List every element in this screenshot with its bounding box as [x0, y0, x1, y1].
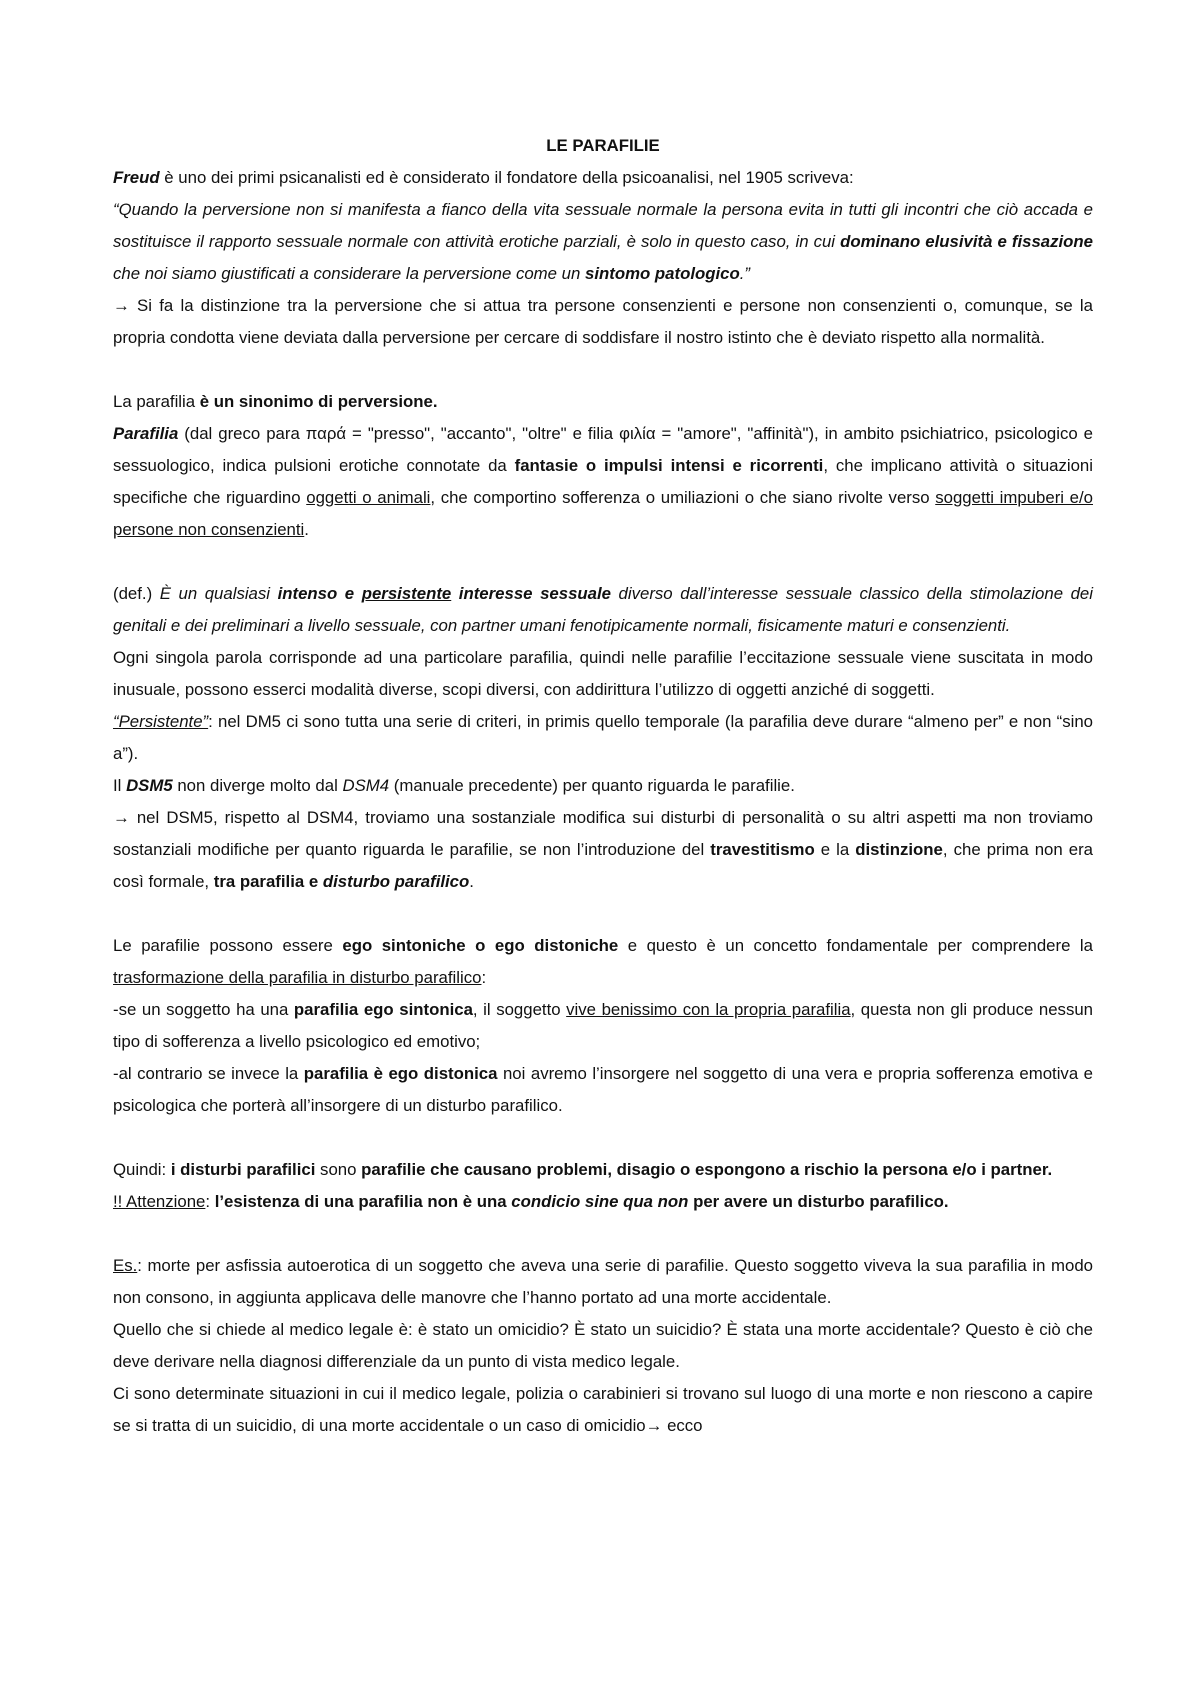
- paragraph-def: (def.) È un qualsiasi intenso e persistente interesse sessuale diverso dall’interesse sessuale classico della stimolazione dei genitali e dei preliminari a livello sessuale, con partner umani fenotipicamente normali, fisicamente maturi e consenzienti.: [113, 584, 1093, 635]
- paragraph-words: Ogni singola parola corrisponde ad una particolare parafilia, quindi nelle parafilie l’eccitazione sessuale viene suscitata in modo inusuale, possono esserci modalità diverse, scopi diversi, con addirittura l’utilizzo di oggetti anziché di soggetti.: [113, 648, 1093, 699]
- paragraph-persistente: “Persistente”: nel DM5 ci sono tutta una serie di criteri, in primis quello temporale (la parafilia deve durare “almeno per” e non “sino a”).: [113, 712, 1093, 763]
- paragraph-attenzione: !! Attenzione: l’esistenza di una parafilia non è una condicio sine qua non per avere un disturbo parafilico.: [113, 1192, 949, 1211]
- freud-name: Freud: [113, 168, 160, 187]
- page-title: LE PARAFILIE: [546, 136, 660, 155]
- paragraph-parafilia-definition: Parafilia (dal greco para παρά = "presso", "accanto", "oltre" e filia φιλία = "amore", "affinità"), in ambito psichiatrico, psicologico e sessuologico, indica pulsioni erotiche connotate da fantasie o impulsi intensi e ricorrenti, che implicano attività o situazioni specifiche che riguardino oggetti o animali, che comportino sofferenza o umiliazioni o che siano rivolte verso soggetti impuberi e/o persone non consenzienti.: [113, 424, 1093, 539]
- document-page: [113, 130, 1093, 1442]
- paragraph-dsm: Il DSM5 non diverge molto dal DSM4 (manuale precedente) per quanto riguarda le parafilie.: [113, 776, 795, 795]
- paragraph-quindi: Quindi: i disturbi parafilici sono parafilie che causano problemi, disagio o espongono a rischio la persona e/o i partner.: [113, 1160, 1053, 1179]
- paragraph-situazioni: Ci sono determinate situazioni in cui il medico legale, polizia o carabinieri si trovano sul luogo di una morte e non riescono a capire se si tratta di un suicidio, di una morte accidentale o un caso di omicidio→ ecco: [113, 1384, 1093, 1435]
- paragraph-ego-sintonica: -se un soggetto ha una parafilia ego sintonica, il soggetto vive benissimo con la propria parafilia, questa non gli produce nessun tipo di sofferenza a livello psicologico ed emotivo;: [113, 1000, 1094, 1051]
- paragraph-ego-distonica: -al contrario se invece la parafilia è ego distonica noi avremo l’insorgere nel soggetto di una vera e propria sofferenza emotiva e psicologica che porterà all’insorgere di un disturbo parafilico.: [113, 1064, 1093, 1115]
- paragraph-ego: Le parafilie possono essere ego sintoniche o ego distoniche e questo è un concetto fondamentale per comprendere la trasformazione della parafilia in disturbo parafilico:: [113, 936, 1093, 987]
- paragraph-example: Es.: morte per asfissia autoerotica di un soggetto che aveva una serie di parafilie. Questo soggetto viveva la sua parafilia in modo non consono, in aggiunta applicava delle manovre che l’hanno portato ad una morte accidentale.: [113, 1256, 1093, 1307]
- paragraph-distinction: → Si fa la distinzione tra la perversione che si attua tra persone consenzienti e persone non consenzienti o, comunque, se la propria condotta viene deviata dalla perversione per cercare di soddisfare il nostro istinto che è deviato rispetto alla normalità.: [113, 296, 1093, 347]
- freud-quote: “Quando la perversione non si manifesta a fianco della vita sessuale normale la persona evita in tutti gli incontri che ciò accada e sostituisce il rapporto sessuale normale con attività erotiche parziali, è solo in questo caso, in cui dominano elusività e fissazione che noi siamo giustificati a considerare la perversione come un sintomo patologico.”: [113, 200, 1093, 283]
- paragraph-dsm5-changes: → nel DSM5, rispetto al DSM4, troviamo una sostanziale modifica sui disturbi di personalità o su altri aspetti ma non troviamo sostanziali modifiche per quanto riguarda le parafilie, se non l’introduzione del travestitismo e la distinzione, che prima non era così formale, tra parafilia e disturbo parafilico.: [113, 808, 1093, 891]
- paragraph-synonym: La parafilia è un sinonimo di perversione.: [113, 392, 438, 411]
- paragraph-medico-legale: Quello che si chiede al medico legale è: è stato un omicidio? È stato un suicidio? È stata una morte accidentale? Questo è ciò che deve derivare nella diagnosi differenziale da un punto di vista medico legale.: [113, 1320, 1093, 1371]
- paragraph-freud: Freud è uno dei primi psicanalisti ed è considerato il fondatore della psicoanalisi, nel 1905 scriveva: “Quando la perversione non si manifesta a fianco della vita sessuale normale la persona evita in tutti gli incontri che ciò accada e sostituisce il rapporto sessuale normale con attività erotiche parziali, è solo in questo caso, in cui dominano elusività e fissazione che noi siamo giustificati a considerare la perversione come un sintomo patologico.”: [113, 168, 1093, 283]
